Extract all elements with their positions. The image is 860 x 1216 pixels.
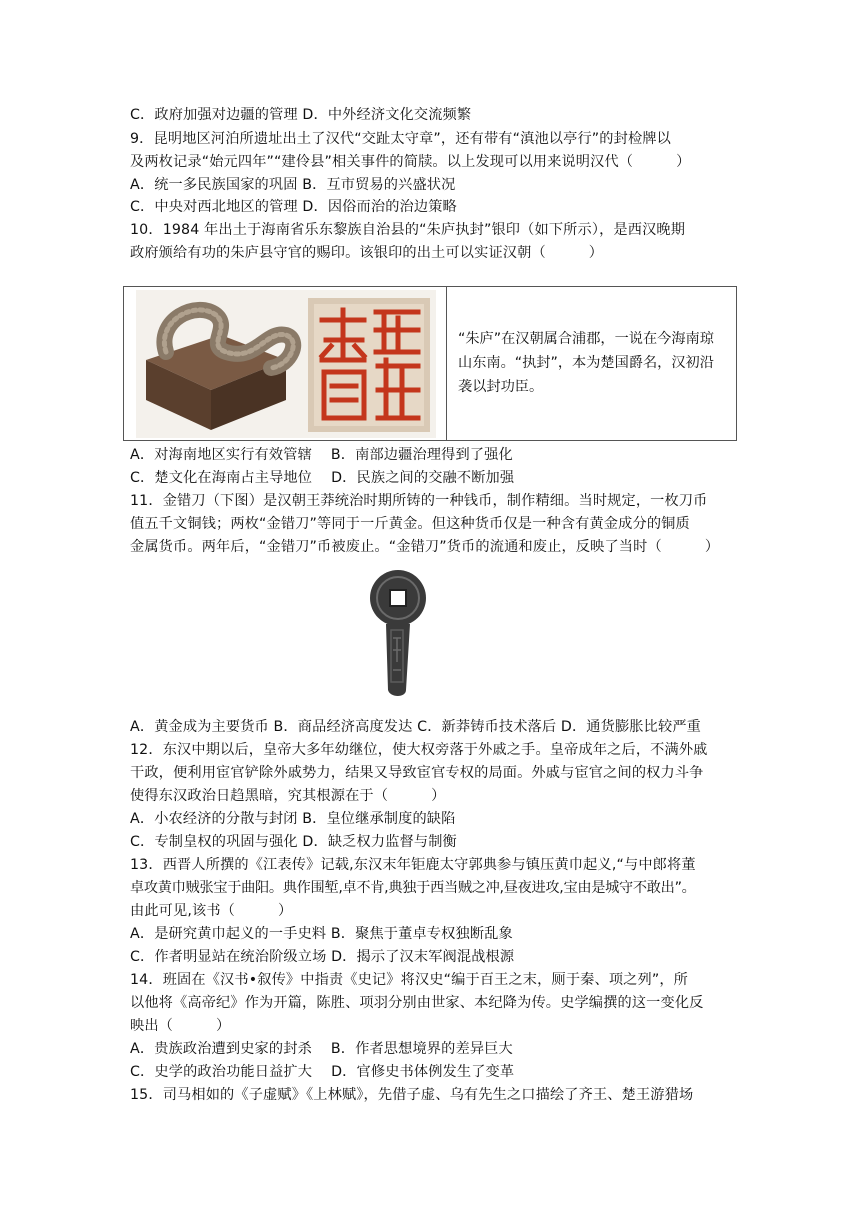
q14-options-ab: A．贵族政治遭到史家的封杀 B．作者思想境界的差异巨大	[130, 1041, 513, 1057]
seal-figure-table	[123, 286, 737, 441]
q11-options: A．黄金成为主要货币 B．商品经济高度发达 C．新莽铸币技术落后 D．通货膨胀比较严重	[130, 719, 702, 735]
q15-stem-1: 15．司马相如的《子虚赋》《上林赋》，先借子虚、乌有先生之口描绘了齐王、楚王游猎场	[130, 1087, 694, 1103]
q9-options-ab: A．统一多民族国家的巩固 B．互市贸易的兴盛状况	[130, 177, 456, 193]
q13-stem-3: 由此可见,该书（ ）	[130, 903, 293, 919]
q12-options-ab: A．小农经济的分散与封闭 B．皇位继承制度的缺陷	[130, 811, 456, 827]
q8-options-cd: C．政府加强对边疆的管理 D．中外经济文化交流频繁	[130, 107, 472, 123]
q10-options-ab: A．对海南地区实行有效管辖 B．南部边疆治理得到了强化	[130, 447, 513, 463]
q9-stem-2: 及两枚记录“始元四年”“建伶县”相关事件的简牍。以上发现可以用来说明汉代（ ）	[130, 154, 691, 170]
q11-stem-3: 金属货币。两年后，“金错刀”币被废止。“金错刀”货币的流通和废止，反映了当时（ ）	[130, 539, 720, 555]
q9-stem-1: 9．昆明地区河泊所遗址出土了汉代“交趾太守章”，还有带有“滇池以亭行”的封检牌以	[130, 131, 671, 147]
q13-stem-2: 卓攻黄巾贼张宝于曲阳。典作围堑,卓不肯,典独于西当贼之冲,昼夜进攻,宝由是城守不敢出”。	[130, 880, 696, 896]
jincuodao-coin-image	[362, 566, 448, 702]
q13-options-cd: C．作者明显站在统治阶级立场 D．揭示了汉末军阀混战根源	[130, 949, 515, 965]
q11-stem-2: 值五千文铜钱；两枚“金错刀”等同于一斤黄金。但这种货币仅是一种含有黄金成分的铜质	[130, 516, 690, 532]
q14-stem-3: 映出（ ）	[130, 1018, 231, 1034]
q14-stem-1: 14．班固在《汉书•叙传》中指责《史记》将汉史“编于百王之末，厕于秦、项之列”，所	[130, 972, 689, 988]
q10-options-cd: C．楚文化在海南占主导地位 D．民族之间的交融不断加强	[130, 470, 515, 486]
q13-stem-1: 13．西晋人所撰的《江表传》记载,东汉末年钜鹿太守郭典参与镇压黄巾起义,“与中郎将董	[130, 857, 696, 873]
q9-options-cd: C．中央对西北地区的管理 D．因俗而治的治边策略	[130, 199, 457, 215]
silver-seal-photo	[136, 290, 436, 438]
q12-stem-2: 干政，便利用宦官铲除外戚势力，结果又导致宦官专权的局面。外戚与宦官之间的权力斗争	[130, 765, 704, 781]
q14-options-cd: C．史学的政治功能日益扩大 D．官修史书体例发生了变革	[130, 1064, 515, 1080]
q13-options-ab: A．是研究黄巾起义的一手史料 B．聚焦于董卓专权独断乱象	[130, 926, 513, 942]
q12-options-cd: C．专制皇权的巩固与强化 D．缺乏权力监督与制衡	[130, 834, 457, 850]
table-divider	[446, 287, 447, 440]
seal-note: “朱庐”在汉朝属合浦郡，一说在今海南琼山东南。“执封”，本为楚国爵名，汉初沿袭以封功臣。	[458, 331, 714, 395]
q12-stem-3: 使得东汉政治日趋黑暗，究其根源在于（ ）	[130, 788, 446, 804]
q12-stem-1: 12．东汉中期以后，皇帝大多年幼继位，使大权旁落于外戚之手。皇帝成年之后，不满外戚	[130, 742, 708, 758]
q10-stem-2: 政府颁给有功的朱庐县守官的赐印。该银印的出土可以实证汉朝（ ）	[130, 245, 604, 261]
q14-stem-2: 以他将《高帝纪》作为开篇，陈胜、项羽分别由世家、本纪降为传。史学编撰的这一变化反	[130, 995, 704, 1011]
q10-stem-1: 10．1984 年出土于海南省乐东黎族自治县的“朱庐执封”银印（如下所示），是西汉晚期	[130, 222, 686, 238]
q11-stem-1: 11．金错刀（下图）是汉朝王莽统治时期所铸的一种钱币，制作精细。当时规定，一枚刀币	[130, 493, 708, 509]
